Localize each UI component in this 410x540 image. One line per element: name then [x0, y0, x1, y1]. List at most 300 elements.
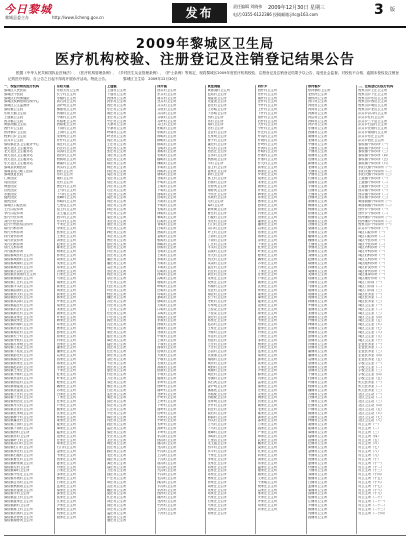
- institution-entry: 郭庄村卫生所: [107, 138, 127, 142]
- institution-entry: 黎侯镇后庄村卫生所: [4, 307, 33, 311]
- institution-entry: 南社村卫生所: [207, 292, 227, 296]
- institution-entry: 村卫生所（九）: [358, 454, 381, 457]
- institution-entry: 彭家庄卫生所: [257, 204, 277, 208]
- institution-entry: 岭南村卫生所: [107, 131, 127, 135]
- institution-entry: 枣镇村卫生所: [207, 377, 227, 381]
- institution-entry: 史庄村卫生所: [107, 434, 127, 438]
- institution-entry: 赵铺村卫生所: [308, 257, 328, 261]
- institution-entry: 程家庄卫生所: [56, 380, 76, 384]
- institution-entry: 西仵乡个体诊所（二）: [358, 211, 391, 215]
- institution-entry: 龙庄村卫生所: [107, 438, 127, 442]
- institution-entry: 社区卫生站（二）: [358, 396, 384, 400]
- institution-entry: 南停河卫生所: [207, 188, 227, 192]
- institution-entry: 村卫生所（十六）: [358, 480, 384, 484]
- institution-entry: 村卫生所（十七）: [358, 484, 384, 488]
- institution-entry: 黎侯镇下湾村卫生所: [4, 427, 33, 431]
- institution-entry: 许铺村卫生所: [308, 319, 328, 323]
- institution-entry: 小寨村卫生所: [107, 127, 127, 131]
- institution-entry: 武庄村卫生所: [107, 484, 127, 488]
- institution-entry: 罗庄村卫生所: [107, 211, 127, 215]
- notice-column: [155, 85, 205, 534]
- institution-entry: 大峪村卫生所: [157, 200, 177, 204]
- institution-entry: 陈家庄卫生所: [56, 246, 76, 250]
- intro-paragraph: 根据《中华人民共和国执业医师法》、《医疗机构管理条例》、《乡村医生从业管理条例》、《护士条例》等规定，现将黎城区2009年度医疗机构校验、注册登记及注销登记结果予以公告，接受社会监督。对校验不合格、逾期未校验及注销登记的医疗机构，自公告之日起不得再开展诊疗活动。特此公告。 黎城区卫生局 2009年12月30日: [8, 71, 399, 81]
- institution-entry: 洪井乡个体诊所（一）: [358, 227, 391, 231]
- institution-entry: 秦庄村卫生所: [107, 396, 127, 400]
- institution-entry: 黎城县电力职工医院: [4, 169, 33, 173]
- institution-entry: 姜家庄卫生所: [257, 292, 277, 296]
- institution-entry: 井岭村卫生所: [157, 119, 177, 123]
- institution-entry: 村卫生所（十一）: [358, 461, 384, 465]
- institution-entry: 北村卫生所: [207, 127, 224, 131]
- institution-entry: 肖家庄卫生所: [257, 211, 277, 215]
- institution-entry: 高石河卫生所: [56, 100, 76, 104]
- institution-entry: 村卫生所（十九）: [358, 492, 384, 496]
- institution-entry: 西平村卫生所: [56, 215, 76, 219]
- institution-entry: 郭家庄卫生所: [207, 319, 227, 323]
- institution-entry: 社区卫生站（四）: [358, 404, 384, 408]
- institution-entry: 李庄村卫生所: [107, 146, 127, 150]
- institution-entry: 后峪村卫生所: [157, 196, 177, 200]
- institution-entry: 邹家庄卫生所: [257, 338, 277, 342]
- institution-entry: 方庄村卫生所: [107, 377, 127, 381]
- institution-entry: 上湾村卫生所: [56, 131, 76, 135]
- institution-entry: 后坡村卫生所: [157, 350, 177, 354]
- institution-entry: 洪井乡北坡村卫生所: [358, 127, 387, 131]
- institution-entry: 停河铺乡个体诊所（一）: [358, 215, 394, 219]
- institution-entry: 坡峪村卫生所: [157, 281, 177, 285]
- institution-entry: 郝家庄卫生所: [257, 411, 277, 415]
- institution-entry: 李家庄卫生所: [207, 457, 227, 461]
- institution-entry: 牛家庄卫生所: [207, 454, 227, 457]
- institution-entry: 卢家庄卫生所: [56, 404, 76, 408]
- institution-entry: 任家庄卫生所: [56, 400, 76, 404]
- institution-entry: 卢铺村卫生所: [308, 407, 328, 411]
- institution-entry: 城区外科诊所（一）: [358, 250, 387, 254]
- institution-entry: 孔家庄卫生所: [257, 450, 277, 454]
- institution-entry: 平岭村卫生所: [157, 430, 177, 434]
- institution-entry: 上桂花卫生所: [207, 307, 227, 311]
- institution-entry: 陶庄村卫生所: [107, 442, 127, 446]
- institution-entry: 温家庄卫生所: [257, 465, 277, 469]
- institution-entry: 佛崖底卫生所: [56, 108, 76, 112]
- column-heading: 东阳关镇: [56, 85, 70, 88]
- institution-entry: 村卫生所（二十）: [358, 496, 384, 500]
- institution-entry: 东仵村卫生所: [257, 92, 277, 96]
- institution-entry: 江铺村卫生所: [308, 500, 328, 504]
- institution-entry: 高庄村卫生所: [107, 204, 127, 208]
- notice-body: [4, 85, 406, 534]
- institution-entry: 范庄村卫生所: [107, 346, 127, 350]
- institution-entry: 黎城康复医院: [4, 173, 24, 177]
- institution-entry: 小沟村卫生所: [157, 473, 177, 477]
- institution-entry: 黎侯镇清泉村卫生所: [4, 288, 33, 292]
- institution-entry: 七里店卫生所: [56, 204, 76, 208]
- institution-entry: 黎侯镇段家庄卫生所: [4, 319, 33, 323]
- institution-entry: 雷家庄卫生所: [257, 380, 277, 384]
- institution-entry: 正社村卫生所: [207, 131, 227, 135]
- institution-entry: 刘庄村卫生所: [107, 154, 127, 158]
- institution-entry: 井庄村卫生所: [157, 123, 177, 127]
- institution-entry: 杨氏外科诊所: [4, 231, 24, 235]
- institution-entry: 西仵村卫生所: [257, 88, 277, 92]
- institution-entry: 后庄村卫生所: [56, 146, 76, 150]
- institution-entry: 黎侯镇车元村卫生所: [4, 404, 33, 408]
- institution-entry: 苏家峧卫生所: [207, 304, 227, 308]
- institution-entry: 叶铺村卫生所: [308, 380, 328, 384]
- institution-entry: 杜家庄卫生所: [257, 246, 277, 250]
- institution-entry: 北停河卫生所: [308, 92, 328, 96]
- institution-entry: 董家庄卫生所: [56, 346, 76, 350]
- institution-entry: 仵坡村卫生所: [257, 138, 277, 142]
- institution-entry: 前庄村卫生所: [207, 407, 227, 411]
- institution-entry: 梁家庄卫生所: [56, 304, 76, 308]
- institution-entry: 东村卫生所: [207, 119, 224, 123]
- institution-entry: 孟庄村卫生所: [107, 392, 127, 396]
- institution-entry: 东阳关镇个体诊所（二）: [358, 169, 394, 173]
- institution-entry: 东洼村卫生所: [207, 334, 227, 338]
- institution-entry: 学校卫生室（三）: [358, 369, 384, 373]
- institution-entry: 黎侯镇古县村卫生所: [4, 269, 33, 273]
- institution-entry: 枣铺村卫生所: [308, 231, 328, 235]
- institution-entry: 贺庄村卫生所: [107, 446, 127, 450]
- institution-entry: 潘家庄卫生所: [257, 223, 277, 227]
- institution-entry: 范家庄卫生所: [56, 434, 76, 438]
- institution-entry: 钟家庄卫生所: [56, 415, 76, 419]
- institution-entry: 侯庄村卫生所: [107, 404, 127, 408]
- institution-entry: 石家庄卫生所: [207, 500, 227, 504]
- institution-entry: 中坡村卫生所: [157, 334, 177, 338]
- institution-entry: 薛庄村卫生所: [107, 415, 127, 419]
- institution-entry: 黎侯镇元村卫生所: [4, 465, 30, 469]
- institution-entry: 七里店卫生所: [207, 438, 227, 442]
- institution-entry: 后庄村卫生所: [207, 269, 227, 273]
- institution-entry: 葛家庄卫生所: [257, 488, 277, 492]
- institution-entry: 中峪村卫生所: [157, 181, 177, 185]
- institution-entry: 李家庄卫生所: [56, 227, 76, 231]
- institution-entry: 东平村卫生所: [207, 450, 227, 454]
- institution-entry: 下湾村卫生所: [56, 127, 76, 131]
- institution-entry: 东平村卫生所: [56, 219, 76, 223]
- institution-entry: 岭上村卫生所: [207, 231, 227, 235]
- institution-entry: 黎侯镇东洼村卫生所: [4, 377, 33, 381]
- institution-entry: 大岭村卫生所: [157, 415, 177, 419]
- institution-entry: 黎侯镇下桂花卫生所: [4, 350, 33, 354]
- institution-entry: 黎侯镇小东庄卫生所: [4, 473, 33, 477]
- institution-entry: 梨铺村卫生所: [308, 227, 328, 231]
- column-heading: 黄崖洞镇: [207, 85, 221, 88]
- institution-entry: 黄崖洞镇卫生院: [4, 123, 27, 127]
- logo-url: http://www.licheng.gov.cn: [52, 15, 104, 20]
- institution-entry: 闫家庄卫生所: [257, 377, 277, 381]
- institution-entry: 黎侯镇东村卫生所: [4, 434, 30, 438]
- institution-entry: 学校卫生室（四）: [358, 373, 384, 377]
- institution-entry: 黎侯镇城东村卫生所: [4, 254, 33, 258]
- institution-entry: 城区医务室（三）: [358, 300, 384, 304]
- page-number: 3: [374, 2, 384, 18]
- institution-entry: 袁家庄卫生所: [257, 227, 277, 231]
- institution-entry: 村卫生所（二十二）: [358, 503, 387, 507]
- institution-entry: 肖家庄卫生所: [56, 338, 76, 342]
- institution-entry: 黎侯镇彭庄村卫生所: [4, 354, 33, 358]
- institution-entry: 洪井乡东庄卫生所: [358, 134, 384, 138]
- bottom-rule: [4, 535, 406, 536]
- institution-entry: 魏家庄卫生所: [56, 384, 76, 388]
- institution-entry: 上马村卫生所: [56, 188, 76, 192]
- institution-entry: 莫庄村卫生所: [107, 492, 127, 496]
- institution-entry: 马铺村卫生所: [308, 284, 328, 288]
- institution-entry: 仁和医院: [4, 177, 17, 181]
- institution-entry: 洪井乡南坡村卫生所: [358, 131, 387, 135]
- institution-entry: 前铺村卫生所: [308, 154, 328, 158]
- institution-entry: 段家庄卫生所: [207, 281, 227, 285]
- institution-entry: 城北村卫生所: [207, 373, 227, 377]
- institution-entry: 夏家庄卫生所: [257, 327, 277, 331]
- institution-entry: 宽嶂村卫生所: [207, 430, 227, 434]
- institution-entry: 窑上村卫生所: [207, 165, 227, 169]
- institution-entry: 铜峪村卫生所: [157, 242, 177, 246]
- institution-entry: 东阳关镇卫生院: [4, 111, 27, 115]
- institution-entry: 谭家庄卫生所: [56, 427, 76, 431]
- institution-entry: 下峪村卫生所: [157, 188, 177, 192]
- institution-entry: 黎侯镇个体诊所（五）: [358, 158, 391, 162]
- institution-entry: 邓庄村卫生所: [107, 234, 127, 238]
- institution-entry: 火峪村卫生所: [157, 261, 177, 265]
- institution-entry: 宽嶂村卫生所: [56, 196, 76, 200]
- institution-entry: 平坡村卫生所: [157, 373, 177, 377]
- institution-entry: 杏铺村卫生所: [308, 223, 328, 227]
- institution-entry: 姜铺村卫生所: [308, 423, 328, 427]
- institution-entry: 唐庄村卫生所: [107, 223, 127, 227]
- institution-entry: 彭家庄卫生所: [56, 331, 76, 334]
- institution-entry: 孙家庄卫生所: [56, 254, 76, 258]
- institution-entry: 河西村卫生所: [107, 96, 127, 100]
- institution-entry: 黎侯镇南陌村卫生所: [4, 277, 33, 281]
- institution-entry: 黎侯镇孔家峧卫生所: [4, 411, 33, 415]
- institution-entry: 黎侯镇上庄村卫生所: [4, 392, 33, 396]
- institution-entry: 前峪村卫生所: [157, 192, 177, 196]
- institution-entry: 南委泉卫生所: [207, 96, 227, 100]
- institution-entry: 槐峪村卫生所: [157, 161, 177, 165]
- institution-entry: 吕铺村卫生所: [308, 396, 328, 400]
- institution-entry: 崔家庄卫生所: [56, 423, 76, 427]
- institution-entry: 黎侯镇霞庄村卫生所: [4, 304, 33, 308]
- institution-entry: 覃庄村卫生所: [107, 480, 127, 484]
- institution-entry: 黎侯镇南停河卫生所: [4, 519, 33, 523]
- institution-entry: 黎侯镇上桂花卫生所: [4, 346, 33, 350]
- institution-entry: 河南村卫生所: [207, 284, 227, 288]
- institution-entry: 康庄村卫生所: [107, 515, 127, 519]
- institution-entry: 龚家庄卫生所: [257, 415, 277, 419]
- institution-entry: 南井村卫生所: [157, 96, 177, 100]
- institution-entry: 秋树垣卫生所: [56, 158, 76, 162]
- institution-entry: 许家庄卫生所: [56, 315, 76, 319]
- institution-entry: 岚沟村卫生所: [56, 150, 76, 154]
- institution-entry: 陈氏内科诊所: [4, 227, 24, 231]
- institution-entry: 潘铺村卫生所: [308, 354, 328, 358]
- institution-entry: 姚家庄卫生所: [56, 407, 76, 411]
- institution-entry: 韩家庄卫生所: [56, 319, 76, 323]
- institution-entry: 东村卫生所: [56, 173, 73, 177]
- notice-column: [306, 85, 356, 534]
- institution-entry: 邓铺村卫生所: [308, 327, 328, 331]
- institution-entry: 北委泉卫生所: [207, 100, 227, 104]
- institution-entry: 小岭村卫生所: [157, 419, 177, 423]
- institution-entry: 黎家庄卫生所: [257, 384, 277, 388]
- institution-entry: 城区卫生室（六）: [358, 323, 384, 327]
- institution-entry: 程家山乡卫生院: [4, 134, 27, 138]
- institution-entry: 曹庄村卫生所: [207, 211, 227, 215]
- institution-entry: 郑庄村卫生所: [107, 181, 127, 185]
- institution-entry: 曾家庄卫生所: [56, 334, 76, 338]
- institution-entry: 邢家庄卫生所: [257, 492, 277, 496]
- institution-entry: 尹家庄卫生所: [257, 369, 277, 373]
- institution-entry: 长沟村卫生所: [157, 477, 177, 481]
- institution-entry: 银峪村卫生所: [157, 238, 177, 242]
- institution-entry: 闫庄村卫生所: [107, 419, 127, 423]
- institution-entry: 梁家庄卫生所: [257, 177, 277, 181]
- institution-entry: 梁铺村卫生所: [308, 307, 328, 311]
- institution-entry: 黎侯镇河南村卫生所: [4, 323, 33, 327]
- institution-entry: 田家庄卫生所: [56, 342, 76, 346]
- institution-entry: 下马村卫生所: [207, 427, 227, 431]
- institution-entry: 程家山乡上庄卫生所: [358, 88, 387, 92]
- institution-entry: 陆家庄卫生所: [257, 300, 277, 304]
- institution-entry: 黎侯镇沟口村卫生所: [4, 442, 33, 446]
- institution-entry: 松铺村卫生所: [308, 211, 328, 215]
- institution-entry: 黎侯镇宋家庄卫生所: [4, 315, 33, 319]
- institution-entry: 南岭村卫生所: [157, 388, 177, 392]
- institution-entry: 钟铺村卫生所: [308, 419, 328, 423]
- institution-entry: 河畔村卫生所: [308, 119, 328, 123]
- institution-entry: 彭铺村卫生所: [308, 334, 328, 338]
- masthead-rule: [4, 26, 406, 28]
- institution-entry: 江庄村卫生所: [107, 407, 127, 411]
- institution-entry: 谭家庄卫生所: [257, 296, 277, 300]
- notice-column: [54, 85, 104, 534]
- logo-subtitle: 黎城县委主办: [5, 15, 29, 20]
- institution-entry: 吴家峧卫生所: [207, 400, 227, 404]
- institution-entry: 钱庄村卫生所: [107, 473, 127, 477]
- institution-entry: 下铺村卫生所: [308, 150, 328, 154]
- institution-entry: 马家庄卫生所: [207, 503, 227, 507]
- institution-entry: 叶庄村卫生所: [107, 288, 127, 292]
- institution-entry: 头峪村卫生所: [157, 311, 177, 315]
- institution-entry: 元村卫生所: [207, 200, 224, 204]
- institution-entry: 高家庄卫生所: [56, 292, 76, 296]
- notice-column: [205, 85, 255, 534]
- institution-entry: 何庄村卫生所: [107, 200, 127, 204]
- institution-entry: 前岭村卫生所: [157, 407, 177, 411]
- institution-entry: 大坡村卫生所: [157, 354, 177, 358]
- institution-entry: 古县村卫生所: [207, 350, 227, 354]
- institution-entry: 胡铺村卫生所: [308, 288, 328, 292]
- institution-entry: 学校卫生室（二）: [358, 365, 384, 369]
- institution-entry: 长岭村卫生所: [157, 423, 177, 427]
- institution-entry: 程家山乡西山卫生所: [358, 100, 387, 104]
- institution-entry: 丁铺村卫生所: [308, 400, 328, 404]
- institution-entry: 东阳关村卫生所: [56, 88, 80, 92]
- institution-entry: 向家庄卫生所: [257, 454, 277, 457]
- institution-entry: 林铺村卫生所: [308, 300, 328, 304]
- institution-entry: 尹家庄卫生所: [56, 503, 76, 507]
- institution-entry: 袁铺村卫生所: [308, 357, 328, 361]
- institution-entry: 城区内科诊所（一）: [358, 246, 387, 250]
- institution-entry: 南陌村卫生所: [207, 357, 227, 361]
- institution-entry: 长峪村卫生所: [157, 208, 177, 211]
- institution-entry: 上峪村卫生所: [157, 184, 177, 188]
- institution-entry: 靳曲村卫生所: [207, 415, 227, 419]
- institution-entry: 下庄村卫生所: [207, 346, 227, 350]
- institution-entry: 罗铺村卫生所: [308, 304, 328, 308]
- institution-entry: 万庄村卫生所: [107, 469, 127, 473]
- institution-entry: 武家庄卫生所: [257, 438, 277, 442]
- institution-entry: 底峪村卫生所: [157, 315, 177, 319]
- institution-entry: 廖铺村卫生所: [308, 446, 328, 450]
- institution-entry: 沈铺村卫生所: [308, 415, 328, 419]
- institution-entry: 岭峪村卫生所: [157, 284, 177, 288]
- institution-entry: 城西村卫生所: [207, 365, 227, 369]
- section-label: 发布: [185, 6, 214, 20]
- institution-entry: 赵姑村卫生所: [207, 92, 227, 96]
- institution-entry: 洪井乡西庄卫生所: [358, 138, 384, 142]
- institution-entry: 城区卫生室（四）: [358, 315, 384, 319]
- institution-entry: 蒋家庄卫生所: [257, 234, 277, 238]
- institution-entry: 薛铺村卫生所: [308, 507, 328, 511]
- institution-entry: 熊庄村卫生所: [107, 384, 127, 388]
- institution-entry: 社区卫生站（三）: [358, 400, 384, 404]
- newspaper-logo[interactable]: [4, 1, 122, 27]
- institution-entry: 北河村卫生所: [157, 500, 177, 504]
- institution-entry: 低坡村卫生所: [157, 369, 177, 373]
- institution-entry: 河岸村卫生所: [308, 123, 328, 127]
- institution-entry: 任庄村卫生所: [107, 311, 127, 315]
- institution-entry: 康家庄卫生所: [257, 469, 277, 473]
- institution-entry: 黎城区卫生监督所: [4, 104, 30, 108]
- institution-entry: 西井镇个体诊所（三）: [358, 196, 391, 200]
- institution-entry: 清泉村卫生所: [207, 250, 227, 254]
- institution-entry: 洪井乡三十亩卫生所: [358, 119, 387, 123]
- institution-entry: 黎侯镇王家庄卫生所: [4, 369, 33, 373]
- institution-entry: 董家庄卫生所: [257, 219, 277, 223]
- institution-entry: 长宁村卫生所: [56, 92, 76, 96]
- notice-column: [356, 85, 406, 534]
- institution-entry: 看后村卫生所: [56, 154, 76, 158]
- institution-entry: 黄崖洞镇个体诊所（一）: [358, 200, 394, 204]
- institution-entry: 刘家庄卫生所: [207, 465, 227, 469]
- institution-entry: 曹铺村卫生所: [308, 331, 328, 334]
- institution-entry: 村卫生所（二十一）: [358, 500, 387, 504]
- institution-entry: 村卫生所（十五）: [358, 477, 384, 481]
- institution-entry: 南坡村卫生所: [157, 327, 177, 331]
- institution-entry: 覃家庄卫生所: [257, 434, 277, 438]
- institution-entry: 大仵村卫生所: [257, 123, 277, 127]
- institution-entry: 王庄村卫生所: [107, 142, 127, 146]
- institution-entry: 西平村卫生所: [207, 446, 227, 450]
- institution-entry: 汤庄村卫生所: [107, 503, 127, 507]
- institution-entry: 冯庄村卫生所: [107, 184, 127, 188]
- institution-entry: 曹庄村卫生所: [107, 238, 127, 242]
- institution-entry: 黎侯镇平头村卫生所: [4, 284, 33, 288]
- institution-entry: 车元村卫生所: [207, 146, 227, 150]
- institution-entry: 孙铺村卫生所: [308, 265, 328, 269]
- institution-entry: 蔡家庄卫生所: [56, 357, 76, 361]
- institution-entry: 西岭村卫生所: [157, 384, 177, 388]
- institution-entry: 钟家庄卫生所: [257, 288, 277, 292]
- institution-entry: 余庄村卫生所: [107, 277, 127, 281]
- institution-entry: 杨家庄卫生所: [56, 250, 76, 254]
- institution-entry: 城区口腔诊所（二）: [358, 234, 387, 238]
